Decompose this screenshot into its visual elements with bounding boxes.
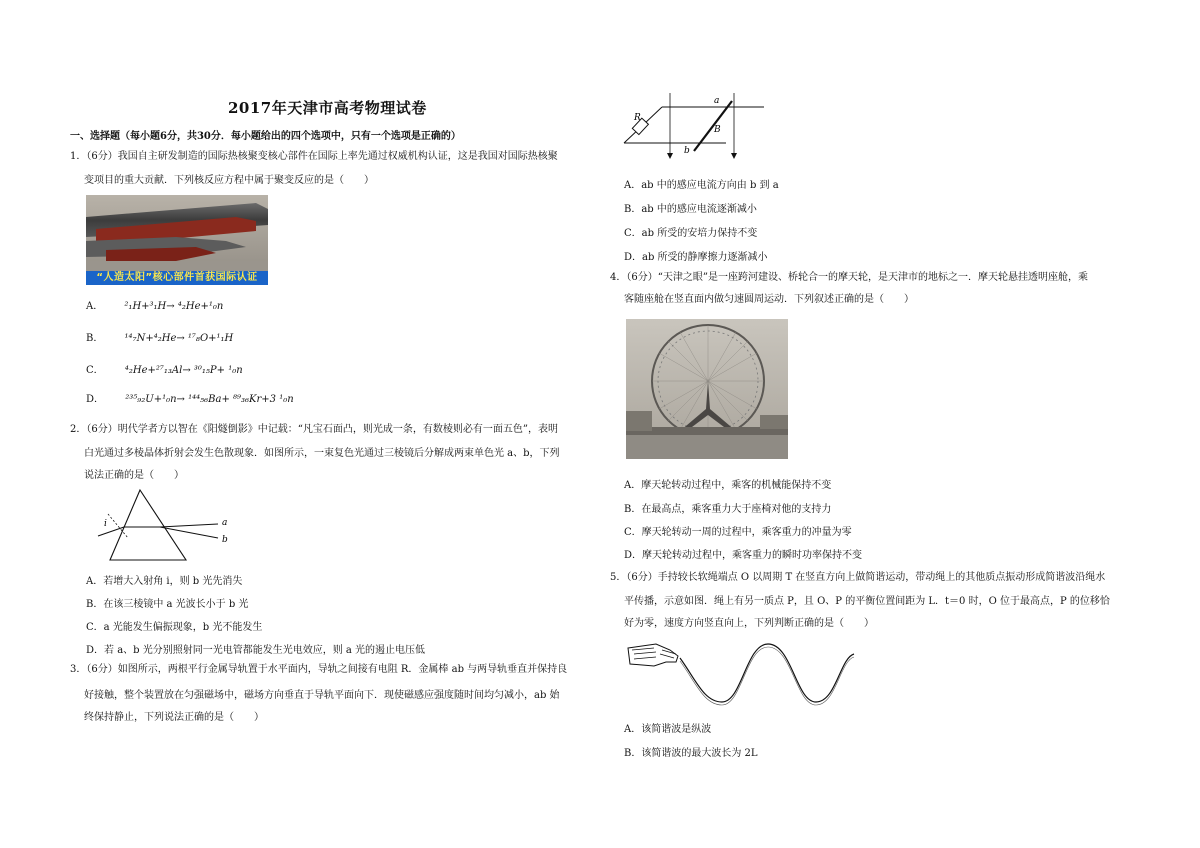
q1-option-d[interactable]: [86, 390, 294, 405]
label-a: a: [222, 518, 228, 528]
q1-photo: [86, 195, 268, 285]
q1-option-b-label: B．: [86, 333, 104, 344]
field-arrow-2: [731, 153, 737, 159]
q5-stem-line1: 5．（6分）手持较长软绳端点 O 以周期 T 在竖直方向上做简谐运动，带动绳上的其他质点振动形成简谐波沿绳水: [610, 572, 1106, 583]
wave-rope: [680, 644, 854, 702]
q2-option-d[interactable]: D．若 a、b 光分别照射同一光电管都能发生光电效应，则 a 光的遏止电压低: [86, 645, 426, 656]
q5-option-b[interactable]: B．该简谐波的最大波长为 2L: [624, 748, 758, 759]
label-a-rod: a: [714, 96, 720, 106]
q2-stem-line3: 说法正确的是（ ）: [84, 470, 184, 481]
q1-option-b[interactable]: [86, 329, 233, 344]
q5-rope-wave-diagram: [626, 640, 858, 706]
q4-option-b[interactable]: B．在最高点，乘客重力大于座椅对他的支持力: [624, 504, 832, 515]
q3-stem-line2: 好接触，整个装置放在匀强磁场中，磁场方向垂直于导轨平面向下．现使磁感应强度随时间均匀减小，ab 始: [84, 690, 560, 701]
q1-option-a-formula: ²₁H+³₁H→ ⁴₂He+¹₀n: [124, 301, 224, 312]
q1-stem-line1: 1．（6分）我国自主研发制造的国际热核聚变核心部件在国际上率先通过权威机构认证，这是我国对国际热核聚: [70, 151, 558, 162]
q2-option-a[interactable]: A．若增大入射角 i，则 b 光先消失: [86, 576, 243, 587]
q1-option-d-formula: ²³⁵₉₂U+¹₀n→ ¹⁴⁴₅₆Ba+ ⁸⁹₃₆Kr+3 ¹₀n: [125, 394, 294, 405]
q1-option-a-label: A．: [86, 301, 104, 312]
q1-option-d-label: D．: [86, 394, 105, 405]
q3-option-d[interactable]: D．ab 所受的静摩擦力逐渐减小: [624, 252, 768, 263]
q1-option-b-formula: ¹⁴₇N+⁴₂He→ ¹⁷₈O+¹₁H: [124, 333, 234, 344]
q4-stem-line1: 4．（6分）“天津之眼”是一座跨河建设、桥轮合一的摩天轮，是天津市的地标之一．摩天轮悬挂透明座舱，乘: [610, 272, 1088, 283]
q1-option-c-formula: ⁴₂He+²⁷₁₃Al→ ³⁰₁₅P+ ¹₀n: [124, 365, 243, 376]
page-title: 2017年天津市高考物理试卷: [228, 99, 427, 117]
q3-option-c[interactable]: C．ab 所受的安培力保持不变: [624, 228, 758, 239]
q1-option-c[interactable]: [86, 361, 243, 376]
q2-prism-diagram: [88, 488, 248, 562]
label-b-rod: b: [684, 146, 690, 156]
q1-photo-caption: “人造太阳”核心部件首获国际认证: [86, 271, 268, 285]
q2-option-b[interactable]: B．在该三棱镜中 a 光波长小于 b 光: [86, 599, 249, 610]
label-i: i: [104, 519, 107, 529]
q2-option-c[interactable]: C．a 光能发生偏振现象，b 光不能发生: [86, 622, 263, 633]
field-arrow-1: [667, 153, 673, 159]
q4-stem-line2: 客随座舱在竖直面内做匀速圆周运动．下列叙述正确的是（ ）: [624, 294, 914, 305]
q5-option-a[interactable]: A．该简谐波是纵波: [624, 724, 712, 735]
q4-option-c[interactable]: C．摩天轮转动一周的过程中，乘客重力的冲量为零: [624, 527, 852, 538]
hand-icon: [628, 644, 678, 666]
q1-option-c-label: C．: [86, 365, 104, 376]
section-header: 一、选择题（每小题6分，共30分．每小题给出的四个选项中，只有一个选项是正确的）: [70, 131, 461, 142]
q3-stem-line1: 3．（6分）如图所示，两根平行金属导轨置于水平面内，导轨之间接有电阻 R．金属棒 ab 与两导轨垂直并保持良: [70, 664, 568, 675]
q3-option-a[interactable]: A．ab 中的感应电流方向由 b 到 a: [624, 180, 779, 191]
label-b: b: [222, 535, 228, 545]
q5-stem-line2: 平传播，示意如图．绳上有另一质点 P，且 O、P 的平衡位置间距为 L．t＝0 时，O 位于最高点，P 的位移恰: [624, 596, 1110, 607]
ray-b: [160, 527, 218, 538]
q2-stem-line1: 2．（6分）明代学者方以智在《阳燧倒影》中记载：“凡宝石面凸，则光成一条，有数棱则必有一面五色”，表明: [70, 424, 558, 435]
ray-a: [160, 524, 218, 527]
q4-option-a[interactable]: A．摩天轮转动过程中，乘客的机械能保持不变: [624, 480, 832, 491]
q4-ferris-wheel-photo: [626, 319, 788, 459]
q3-stem-line3: 终保持静止，下列说法正确的是（ ）: [84, 712, 264, 723]
q4-option-d[interactable]: D．摩天轮转动过程中，乘客重力的瞬时功率保持不变: [624, 550, 863, 561]
prism-triangle: [110, 490, 186, 560]
q5-stem-line3: 好为零，速度方向竖直向上，下列判断正确的是（ ）: [624, 618, 874, 629]
label-R: R: [634, 113, 641, 123]
q2-stem-line2: 白光通过多棱晶体折射会发生色散现象．如图所示，一束复色光通过三棱镜后分解成两束单色光 a、b，下列: [84, 448, 560, 459]
q4-photo-drawing: [626, 319, 788, 459]
label-B: B: [714, 125, 721, 135]
q3-rail-diagram: [622, 93, 772, 161]
q3-option-b[interactable]: B．ab 中的感应电流逐渐减小: [624, 204, 757, 215]
q1-option-a[interactable]: [86, 297, 223, 312]
q1-stem-line2: 变项目的重大贡献．下列核反应方程中属于聚变反应的是（ ）: [84, 175, 374, 186]
incident-ray: [98, 527, 124, 536]
